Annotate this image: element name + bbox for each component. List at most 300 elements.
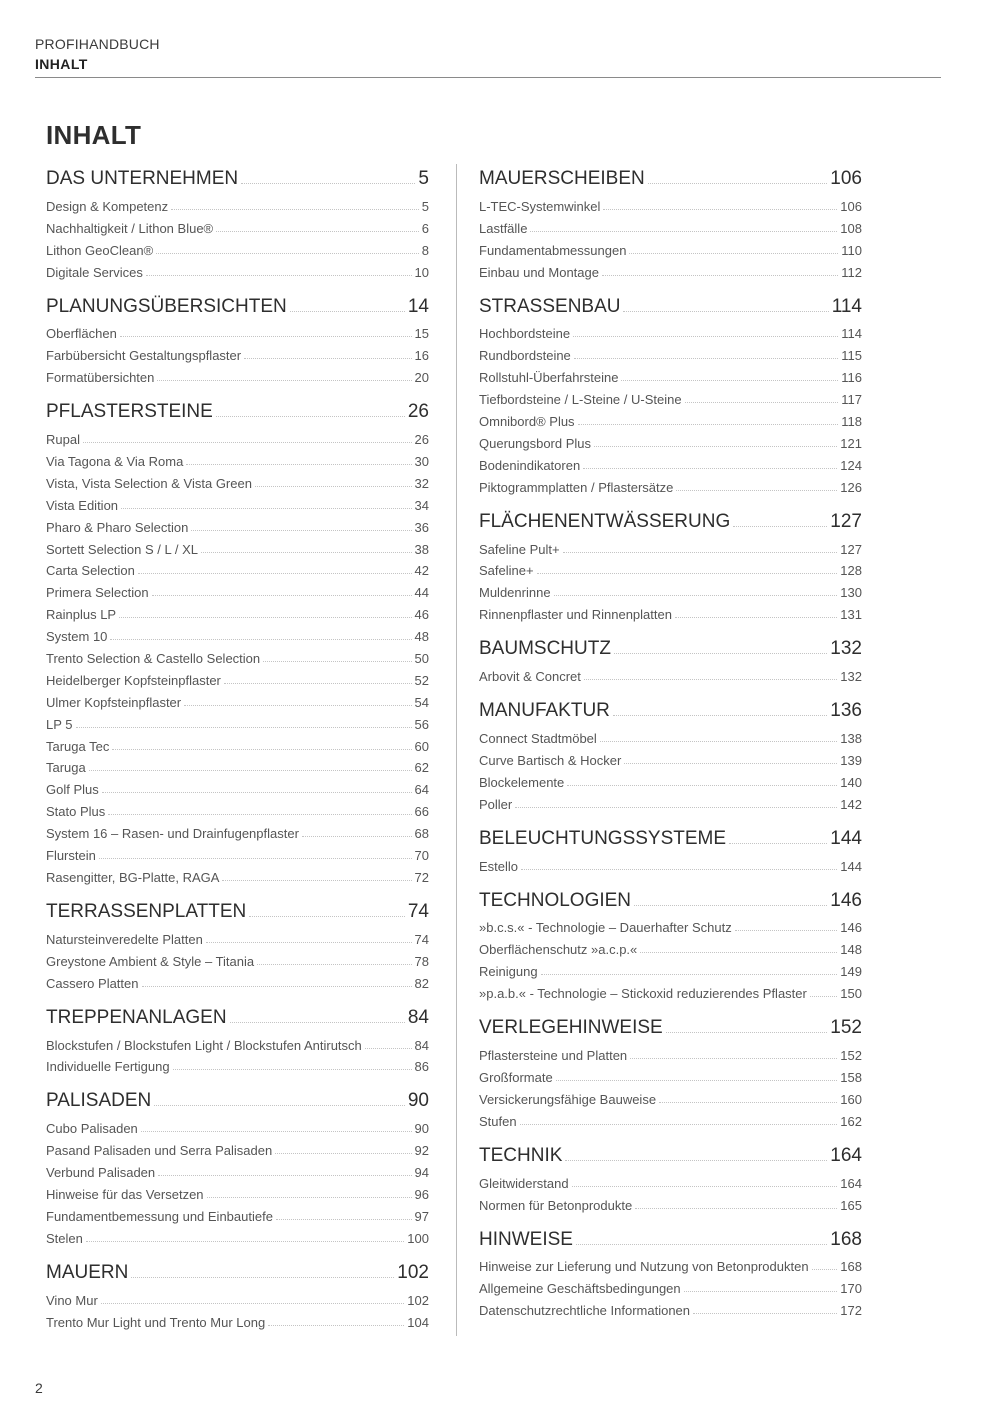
entry-title: Rainplus LP xyxy=(46,607,117,623)
section-title: MAUERN xyxy=(46,1261,129,1283)
entry-page-number: 82 xyxy=(414,975,429,991)
dot-leader xyxy=(131,1277,394,1278)
entry-title: Nachhaltigkeit / Lithon Blue® xyxy=(46,220,214,236)
dot-leader xyxy=(257,964,411,965)
section-title: MAUERSCHEIBEN xyxy=(479,168,645,189)
entry-title: Hinweise zur Lieferung und Nutzung von Betonprodukten xyxy=(479,1259,809,1275)
toc-entry[interactable] xyxy=(479,1253,862,1275)
dot-leader xyxy=(110,639,411,640)
section-heading[interactable] xyxy=(46,897,429,923)
toc-entry[interactable] xyxy=(46,1180,429,1202)
entry-page-number: 50 xyxy=(414,651,429,667)
toc-entry[interactable] xyxy=(479,790,862,812)
dot-leader xyxy=(541,974,838,975)
toc-entry[interactable] xyxy=(46,1031,429,1053)
toc-entry[interactable] xyxy=(479,363,862,385)
entry-page-number: 152 xyxy=(840,1048,862,1064)
toc-entry[interactable] xyxy=(46,600,429,622)
entry-title: Formatübersichten xyxy=(46,370,155,386)
dot-leader xyxy=(244,358,411,359)
toc-entry[interactable] xyxy=(46,775,429,797)
section-page-number: 144 xyxy=(830,827,862,849)
section-title: TREPPENANLAGEN xyxy=(46,1006,227,1028)
dot-leader xyxy=(224,683,412,684)
dot-leader xyxy=(206,942,412,943)
section-heading[interactable] xyxy=(479,292,862,318)
toc-entry[interactable] xyxy=(479,1085,862,1107)
section-title: PALISADEN xyxy=(46,1090,152,1112)
entry-title: Vista Edition xyxy=(46,497,119,513)
entry-page-number: 124 xyxy=(840,457,862,473)
entry-page-number: 165 xyxy=(840,1197,862,1213)
section-heading[interactable] xyxy=(479,696,862,722)
entry-title: Safeline+ xyxy=(479,563,534,579)
entry-page-number: 38 xyxy=(414,541,429,557)
entry-title: Großformate xyxy=(479,1069,553,1085)
toc-entry[interactable] xyxy=(479,1191,862,1213)
entry-title: Hinweise für das Versetzen xyxy=(46,1186,204,1202)
toc-section xyxy=(46,1086,429,1245)
entry-title: Hochbordsteine xyxy=(479,326,571,342)
dot-leader xyxy=(89,770,412,771)
entry-page-number: 66 xyxy=(414,804,429,820)
dot-leader xyxy=(191,530,411,531)
toc-entry[interactable] xyxy=(479,407,862,429)
toc-entry[interactable] xyxy=(46,644,429,666)
section-heading[interactable] xyxy=(479,1013,862,1039)
dot-leader xyxy=(119,617,411,618)
toc-entry[interactable] xyxy=(479,192,862,214)
toc-section xyxy=(479,164,862,280)
entry-title: Blockelemente xyxy=(479,774,565,790)
entry-title: Rinnenpflaster und Rinnenplatten xyxy=(479,607,672,623)
dot-leader xyxy=(101,1303,405,1304)
dot-leader xyxy=(263,661,411,662)
entry-page-number: 170 xyxy=(840,1281,862,1297)
toc-entry[interactable] xyxy=(46,513,429,535)
entry-page-number: 142 xyxy=(840,796,862,812)
dot-leader xyxy=(556,1080,838,1081)
toc-section xyxy=(479,292,862,495)
dot-leader xyxy=(640,952,837,953)
toc-entry[interactable] xyxy=(479,852,862,874)
toc-entry[interactable] xyxy=(46,557,429,579)
toc-entry[interactable] xyxy=(46,447,429,469)
entry-page-number: 118 xyxy=(841,414,862,430)
entry-title: Normen für Betonprodukte xyxy=(479,1197,633,1213)
toc-entry[interactable] xyxy=(46,732,429,754)
entry-title: Piktogrammplatten / Pflastersätze xyxy=(479,479,674,495)
entry-title: Lithon GeoClean® xyxy=(46,242,154,258)
entry-title: Natursteinveredelte Platten xyxy=(46,931,203,947)
section-heading[interactable] xyxy=(479,507,862,533)
toc-entry[interactable] xyxy=(479,746,862,768)
toc-entry[interactable] xyxy=(46,863,429,885)
toc-section xyxy=(479,824,862,874)
entry-title: Connect Stadtmöbel xyxy=(479,731,597,747)
entry-title: »p.a.b.« - Technologie – Stickoxid reduzierendes Pflaster xyxy=(479,986,807,1002)
toc-entry[interactable] xyxy=(479,1041,862,1063)
entry-title: Fundamentbemessung und Einbautiefe xyxy=(46,1208,273,1224)
entry-page-number: 139 xyxy=(840,752,862,768)
dot-leader xyxy=(515,807,837,808)
toc-entry[interactable] xyxy=(46,666,429,688)
dot-leader xyxy=(268,1325,404,1326)
entry-page-number: 160 xyxy=(840,1091,862,1107)
toc-entry[interactable] xyxy=(479,320,862,342)
entry-page-number: 102 xyxy=(407,1292,429,1308)
toc-section xyxy=(479,634,862,684)
dot-leader xyxy=(623,311,828,312)
entry-page-number: 16 xyxy=(414,348,429,364)
entry-page-number: 34 xyxy=(414,497,429,513)
dot-leader xyxy=(565,1160,827,1161)
entry-title: Lastfälle xyxy=(479,220,528,236)
dot-leader xyxy=(76,727,412,728)
entry-page-number: 48 xyxy=(414,629,429,645)
dot-leader xyxy=(685,402,839,403)
dot-leader xyxy=(290,311,405,312)
section-title: PLANUNGSÜBERSICHTEN xyxy=(46,295,287,317)
dot-leader xyxy=(121,508,412,509)
entry-page-number: 115 xyxy=(841,348,862,364)
toc-entry[interactable] xyxy=(479,451,862,473)
dot-leader xyxy=(154,1105,405,1106)
section-title: PFLASTERSTEINE xyxy=(46,401,213,423)
section-heading[interactable] xyxy=(46,164,429,190)
dot-leader xyxy=(86,1241,404,1242)
dot-leader xyxy=(684,1291,838,1292)
toc-entry[interactable] xyxy=(479,914,862,936)
dot-leader xyxy=(230,1022,405,1023)
entry-page-number: 144 xyxy=(840,858,862,874)
toc-entry[interactable] xyxy=(46,1224,429,1246)
entry-title: System 16 – Rasen- und Drainfugenpflaster xyxy=(46,826,299,842)
toc-entry[interactable] xyxy=(479,662,862,684)
toc-entry[interactable] xyxy=(479,429,862,451)
entry-title: »b.c.s.« - Technologie – Dauerhafter Schutz xyxy=(479,920,732,936)
section-heading[interactable] xyxy=(46,1086,429,1112)
dot-leader xyxy=(583,468,837,469)
dot-leader xyxy=(659,1102,837,1103)
dot-leader xyxy=(629,253,838,254)
toc-entry[interactable] xyxy=(479,557,862,579)
section-heading[interactable] xyxy=(479,886,862,912)
toc-entry[interactable] xyxy=(479,1296,862,1318)
entry-page-number: 110 xyxy=(841,242,862,258)
entry-page-number: 20 xyxy=(414,370,429,386)
entry-page-number: 92 xyxy=(414,1143,429,1159)
entry-title: Oberflächenschutz »a.c.p.« xyxy=(479,942,638,958)
entry-page-number: 140 xyxy=(840,774,862,790)
toc-section xyxy=(46,897,429,991)
dot-leader xyxy=(146,275,412,276)
toc-entry[interactable] xyxy=(479,535,862,557)
toc-entry[interactable] xyxy=(46,688,429,710)
entry-page-number: 62 xyxy=(414,760,429,776)
toc-entry[interactable] xyxy=(479,341,862,363)
dot-leader xyxy=(207,1197,412,1198)
section-heading[interactable] xyxy=(46,397,429,423)
toc-entry[interactable] xyxy=(479,236,862,258)
toc-entry[interactable] xyxy=(46,1158,429,1180)
dot-leader xyxy=(216,231,419,232)
toc-entry[interactable] xyxy=(46,363,429,385)
toc-entry[interactable] xyxy=(46,341,429,363)
entry-title: Stelen xyxy=(46,1230,83,1246)
toc-entry[interactable] xyxy=(479,979,862,1001)
entry-page-number: 104 xyxy=(407,1314,429,1330)
dot-leader xyxy=(157,380,411,381)
entry-title: Estello xyxy=(479,858,519,874)
toc-entry[interactable] xyxy=(479,214,862,236)
entry-title: Omnibord® Plus xyxy=(479,414,575,430)
entry-title: Golf Plus xyxy=(46,782,99,798)
toc-entry[interactable] xyxy=(46,1202,429,1224)
toc-entry[interactable] xyxy=(46,469,429,491)
entry-title: Rupal xyxy=(46,432,80,448)
section-heading[interactable] xyxy=(479,164,862,190)
toc-entry[interactable] xyxy=(46,710,429,732)
dot-leader xyxy=(600,741,838,742)
entry-page-number: 94 xyxy=(414,1165,429,1181)
dot-leader xyxy=(184,705,411,706)
entry-title: Vista, Vista Selection & Vista Green xyxy=(46,475,252,491)
dot-leader xyxy=(108,814,411,815)
toc-entry[interactable] xyxy=(479,1063,862,1085)
section-title: DAS UNTERNEHMEN xyxy=(46,168,239,189)
entry-page-number: 149 xyxy=(840,964,862,980)
section-page-number: 136 xyxy=(830,700,862,722)
entry-title: Rasengitter, BG-Platte, RAGA xyxy=(46,869,220,885)
entry-title: Safeline Pult+ xyxy=(479,541,560,557)
toc-entry[interactable] xyxy=(479,473,862,495)
entry-page-number: 106 xyxy=(840,198,862,214)
entry-page-number: 60 xyxy=(414,738,429,754)
section-heading[interactable] xyxy=(479,1225,862,1251)
toc-entry[interactable] xyxy=(479,935,862,957)
toc-section xyxy=(479,507,862,623)
entry-title: Taruga xyxy=(46,760,86,776)
dot-leader xyxy=(572,1186,838,1187)
toc-section xyxy=(46,164,429,280)
dot-leader xyxy=(666,1032,828,1033)
toc-entry[interactable] xyxy=(46,236,429,258)
column-divider xyxy=(456,164,457,1336)
toc-entry[interactable] xyxy=(46,578,429,600)
toc-section xyxy=(46,397,429,885)
entry-page-number: 131 xyxy=(840,607,862,623)
entry-title: Rundbordsteine xyxy=(479,348,571,364)
entry-page-number: 127 xyxy=(840,541,862,557)
entry-title: Trento Mur Light und Trento Mur Long xyxy=(46,1314,266,1330)
section-heading[interactable] xyxy=(479,824,862,850)
entry-page-number: 90 xyxy=(414,1121,429,1137)
dot-leader xyxy=(621,380,838,381)
dot-leader xyxy=(693,1313,837,1314)
entry-title: Pasand Palisaden und Serra Palisaden xyxy=(46,1143,273,1159)
toc-entry[interactable] xyxy=(479,1169,862,1191)
section-heading[interactable] xyxy=(479,634,862,660)
dot-leader xyxy=(733,526,827,527)
section-page-number: 146 xyxy=(830,889,862,911)
toc-entry[interactable] xyxy=(479,1107,862,1129)
toc-entry[interactable] xyxy=(46,425,429,447)
dot-leader xyxy=(142,986,412,987)
entry-title: Individuelle Fertigung xyxy=(46,1059,170,1075)
dot-leader xyxy=(171,209,419,210)
header-publication: PROFIHANDBUCH xyxy=(35,36,160,52)
section-title: TERRASSENPLATTEN xyxy=(46,900,247,922)
dot-leader xyxy=(83,442,412,443)
toc-entry[interactable] xyxy=(46,622,429,644)
dot-leader xyxy=(810,996,837,997)
entry-title: Curve Bartisch & Hocker xyxy=(479,752,622,768)
dot-leader xyxy=(594,446,837,447)
entry-title: Gleitwiderstand xyxy=(479,1175,569,1191)
toc-entry[interactable] xyxy=(46,258,429,280)
entry-title: Pflastersteine und Platten xyxy=(479,1048,628,1064)
toc-section xyxy=(46,1258,429,1330)
entry-page-number: 108 xyxy=(840,220,862,236)
entry-page-number: 52 xyxy=(414,672,429,688)
section-page-number: 26 xyxy=(407,401,429,423)
section-page-number: 168 xyxy=(830,1228,862,1250)
section-page-number: 5 xyxy=(418,168,429,189)
section-page-number: 132 xyxy=(830,638,862,660)
section-page-number: 74 xyxy=(407,900,429,922)
entry-page-number: 36 xyxy=(414,519,429,535)
entry-title: Versickerungsfähige Bauweise xyxy=(479,1091,657,1107)
entry-title: LP 5 xyxy=(46,716,73,732)
toc-entry[interactable] xyxy=(479,385,862,407)
entry-page-number: 172 xyxy=(840,1303,862,1319)
section-page-number: 152 xyxy=(830,1017,862,1039)
dot-leader xyxy=(578,424,839,425)
dot-leader xyxy=(574,358,838,359)
dot-leader xyxy=(158,1175,411,1176)
toc-entry[interactable] xyxy=(46,841,429,863)
entry-title: Design & Kompetenz xyxy=(46,198,169,214)
section-title: VERLEGEHINWEISE xyxy=(479,1017,663,1039)
toc-entry[interactable] xyxy=(479,258,862,280)
section-heading[interactable] xyxy=(46,292,429,318)
section-page-number: 90 xyxy=(407,1090,429,1112)
entry-page-number: 56 xyxy=(414,716,429,732)
dot-leader xyxy=(173,1069,412,1070)
toc-entry[interactable] xyxy=(46,320,429,342)
entry-title: Vino Mur xyxy=(46,1292,98,1308)
entry-page-number: 5 xyxy=(421,198,429,214)
toc-entry[interactable] xyxy=(46,797,429,819)
entry-page-number: 138 xyxy=(840,731,862,747)
dot-leader xyxy=(563,552,838,553)
toc-entry[interactable] xyxy=(46,535,429,557)
dot-leader xyxy=(530,231,837,232)
entry-title: Pharo & Pharo Selection xyxy=(46,519,189,535)
entry-page-number: 132 xyxy=(840,669,862,685)
entry-title: Tiefbordsteine / L-Steine / U-Steine xyxy=(479,392,682,408)
section-page-number: 14 xyxy=(407,295,429,317)
page-title: INHALT xyxy=(46,120,142,150)
entry-title: Cassero Platten xyxy=(46,975,139,991)
toc-entry[interactable] xyxy=(479,1274,862,1296)
toc-entry[interactable] xyxy=(46,1114,429,1136)
entry-page-number: 68 xyxy=(414,826,429,842)
header-rule xyxy=(35,77,941,78)
dot-leader xyxy=(676,490,837,491)
entry-page-number: 42 xyxy=(414,563,429,579)
toc-entry[interactable] xyxy=(479,600,862,622)
entry-page-number: 162 xyxy=(840,1113,862,1129)
entry-title: Poller xyxy=(479,796,513,812)
toc-entry[interactable] xyxy=(46,925,429,947)
dot-leader xyxy=(521,869,837,870)
toc-entry[interactable] xyxy=(46,192,429,214)
toc-entry[interactable] xyxy=(479,578,862,600)
dot-leader xyxy=(624,763,837,764)
toc-entry[interactable] xyxy=(46,1308,429,1330)
entry-title: Farbübersicht Gestaltungspflaster xyxy=(46,348,242,364)
dot-leader xyxy=(554,595,838,596)
dot-leader xyxy=(241,183,415,184)
toc-entry[interactable] xyxy=(46,214,429,236)
entry-page-number: 100 xyxy=(407,1230,429,1246)
entry-title: Heidelberger Kopfsteinpflaster xyxy=(46,672,221,688)
entry-page-number: 30 xyxy=(414,454,429,470)
toc-entry[interactable] xyxy=(46,491,429,513)
toc-section xyxy=(46,1003,429,1075)
toc-entry[interactable] xyxy=(46,947,429,969)
section-title: BAUMSCHUTZ xyxy=(479,638,611,660)
entry-title: Primera Selection xyxy=(46,585,149,601)
entry-page-number: 70 xyxy=(414,848,429,864)
toc-section xyxy=(479,1141,862,1213)
section-page-number: 114 xyxy=(831,295,862,317)
entry-page-number: 46 xyxy=(414,607,429,623)
section-title: MANUFAKTUR xyxy=(479,700,610,722)
toc-entry[interactable] xyxy=(479,957,862,979)
dot-leader xyxy=(602,275,838,276)
toc-entry[interactable] xyxy=(479,768,862,790)
entry-page-number: 8 xyxy=(421,242,429,258)
toc-column-right xyxy=(479,164,862,1330)
dot-leader xyxy=(302,836,412,837)
entry-page-number: 150 xyxy=(840,986,862,1002)
entry-title: Carta Selection xyxy=(46,563,135,579)
toc-entry[interactable] xyxy=(46,969,429,991)
entry-title: System 10 xyxy=(46,629,108,645)
toc-entry[interactable] xyxy=(46,1286,429,1308)
section-heading[interactable] xyxy=(46,1003,429,1029)
toc-entry[interactable] xyxy=(46,754,429,776)
section-heading[interactable] xyxy=(46,1258,429,1284)
entry-title: L-TEC-Systemwinkel xyxy=(479,198,601,214)
entry-title: Digitale Services xyxy=(46,264,143,280)
entry-page-number: 97 xyxy=(414,1208,429,1224)
toc-entry[interactable] xyxy=(46,1053,429,1075)
toc-entry[interactable] xyxy=(46,1136,429,1158)
toc-entry[interactable] xyxy=(46,819,429,841)
entry-page-number: 54 xyxy=(414,694,429,710)
entry-page-number: 128 xyxy=(840,563,862,579)
toc-entry[interactable] xyxy=(479,724,862,746)
section-heading[interactable] xyxy=(479,1141,862,1167)
entry-title: Stufen xyxy=(479,1113,517,1129)
entry-title: Rollstuhl-Überfahrsteine xyxy=(479,370,619,386)
dot-leader xyxy=(613,715,827,716)
entry-page-number: 114 xyxy=(841,326,862,342)
